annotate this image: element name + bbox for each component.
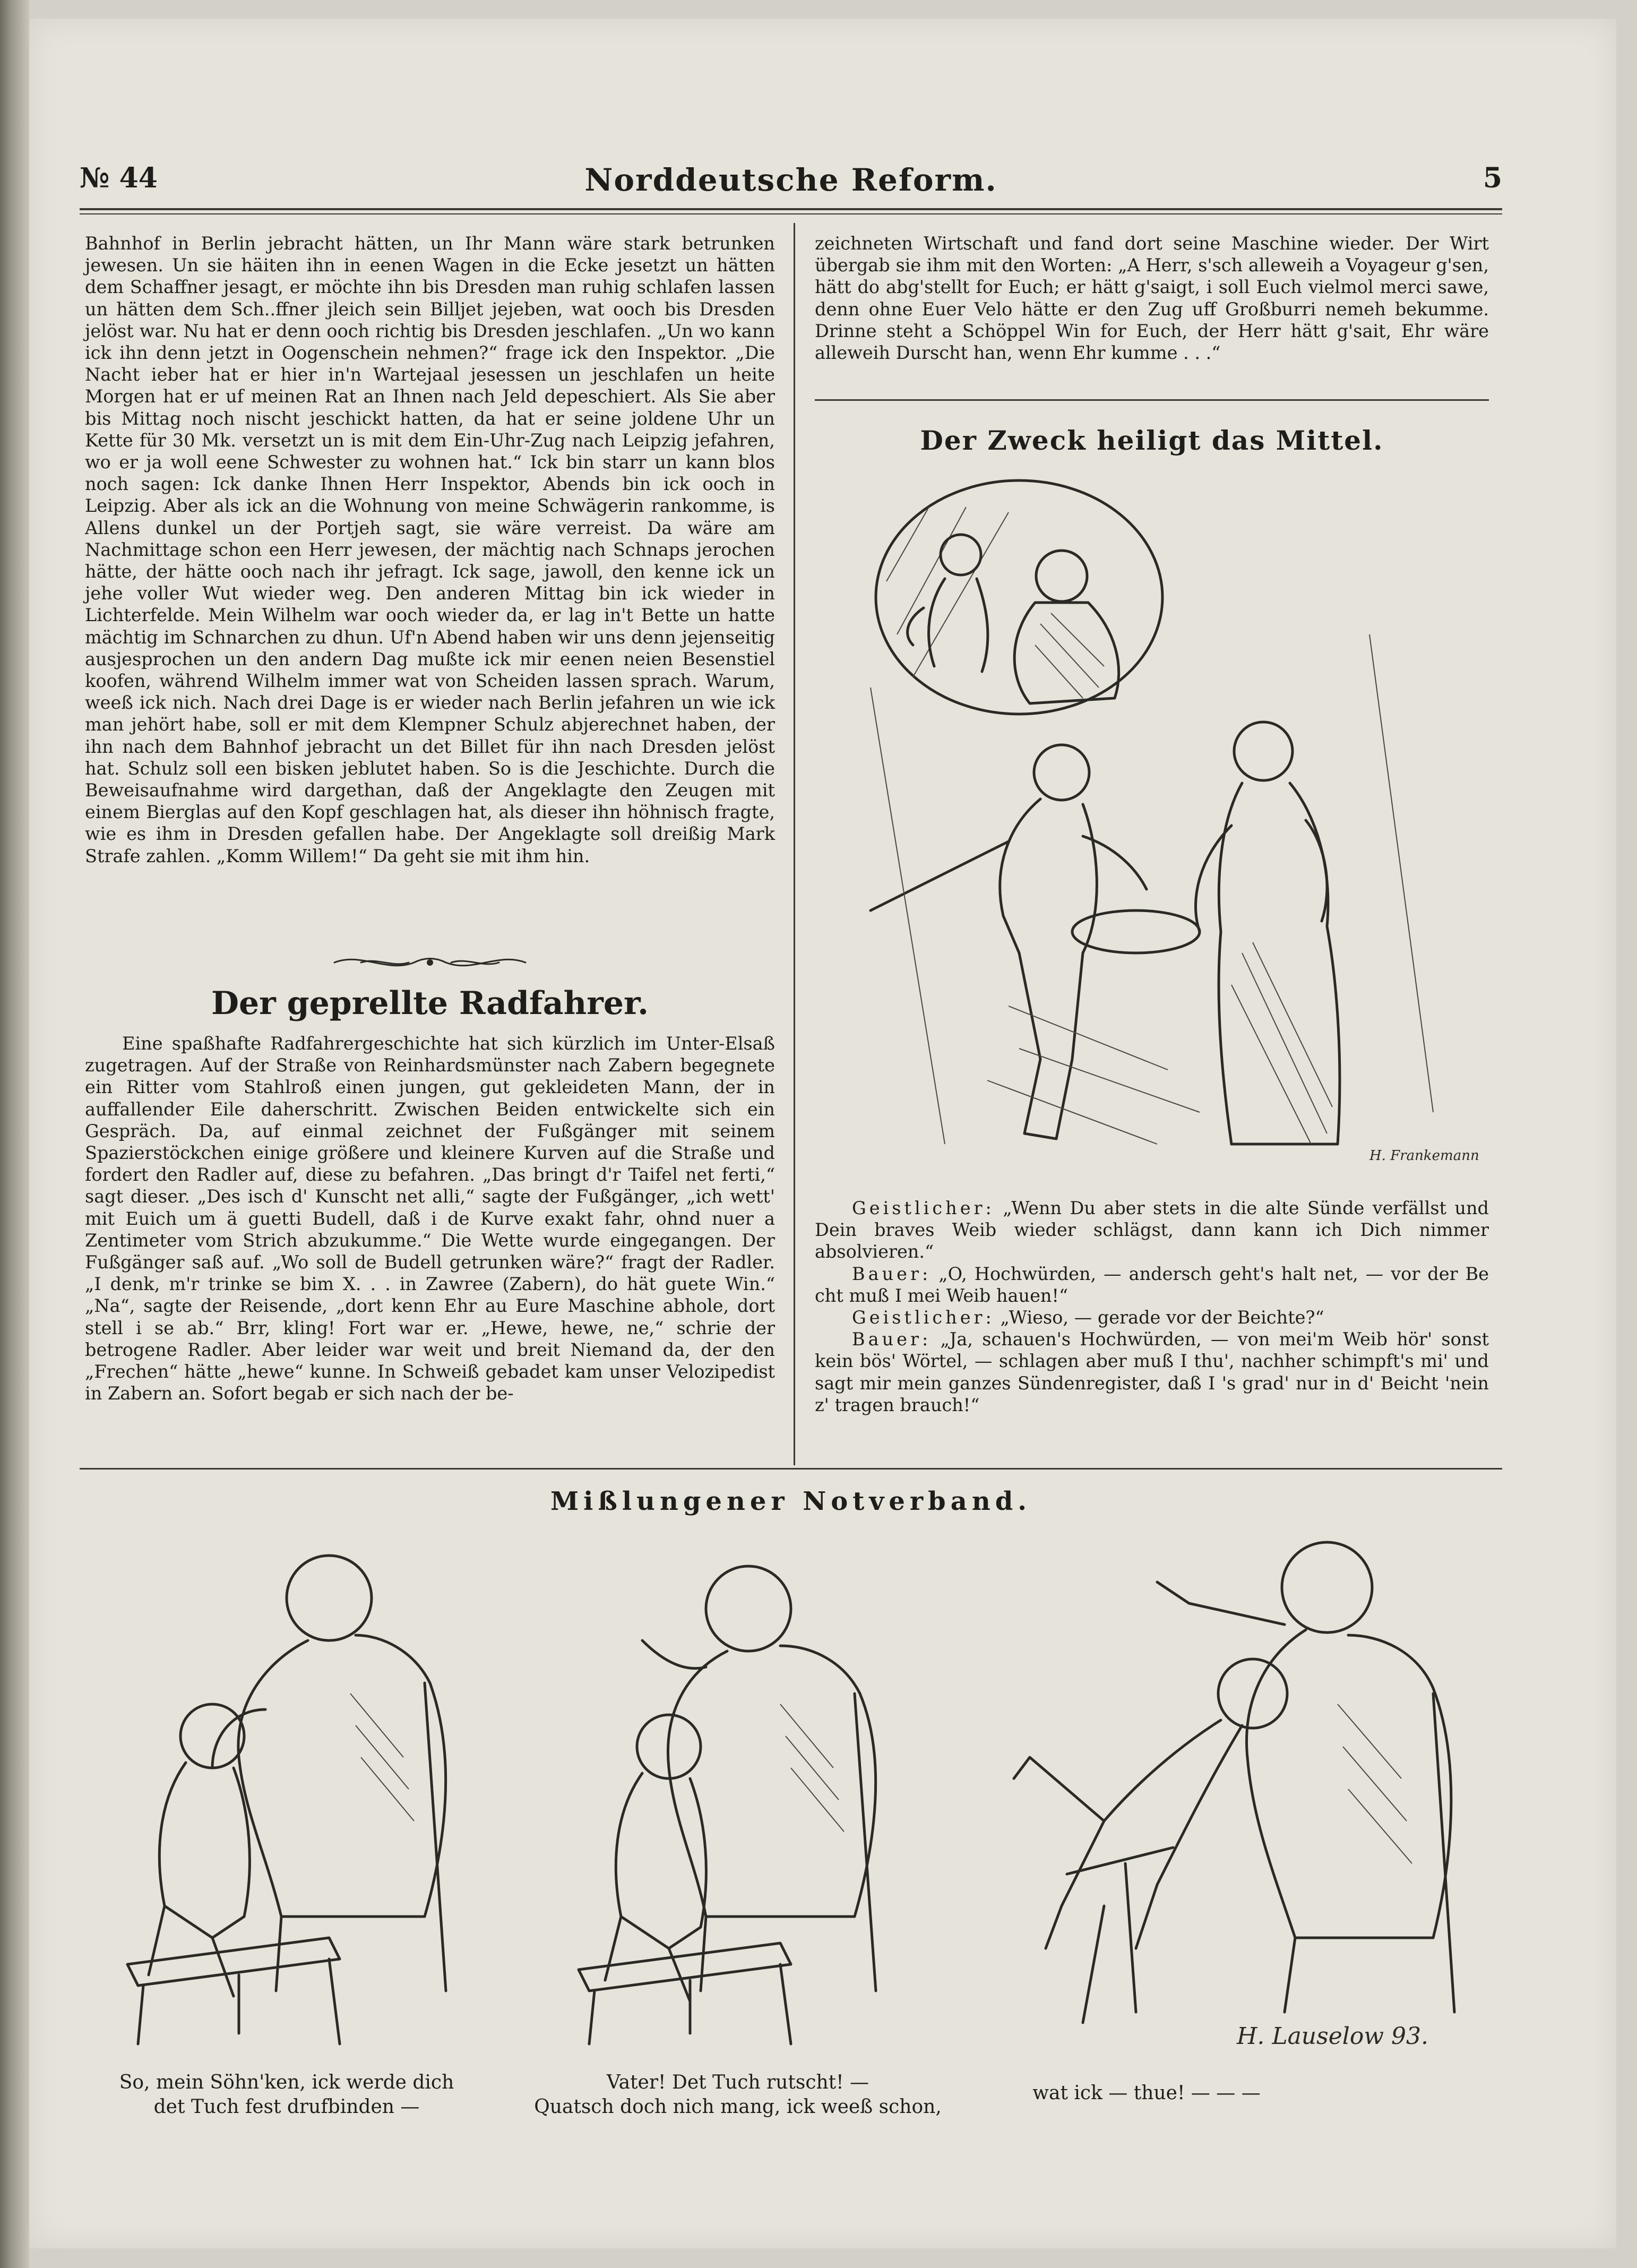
right-column-article — [815, 233, 1489, 364]
dialog-text: „Ja, schauen's Hochwürden, — von mei'm Weib hör' sonst kein bös' Wörtel, — schlagen aber muß I thu', nachher schimpft's mi' und sagt mir mein ganzes Sündenregister, daß I 's grad' nur in d' Beicht 'nein z' tragen brauch!“ — [815, 1329, 1489, 1415]
dialog-speaker: Bauer: — [852, 1263, 932, 1284]
comic-caption-3 — [982, 2081, 1311, 2106]
comic-panel-1 — [106, 1534, 488, 2065]
page-header — [80, 162, 1502, 204]
dialog-line-3 — [815, 1307, 1489, 1328]
comic-signature: H. Lauselow 93. — [1237, 2023, 1428, 2050]
comic-caption-1 — [80, 2071, 494, 2119]
comic-strip-title: Mißlungener Notverband. — [550, 1487, 1032, 1516]
cartoon-illustration — [849, 475, 1479, 1181]
article-paragraph: Bahnhof in Berlin jebracht hätten, un Ihr Mann wäre stark betrunken jewesen. Un sie häiten ihn in eenen Wagen in die Ecke jesetzt un hätten dem Schaffner jesagt, er möchte ihn bis Dresden man ruhig schlafen lassen un hätten dem Sch..ffner jleich sein Billjet jejeben, wat ooch bis Dresden jelöst war. Nu hat er denn ooch richtig bis Dresden jeschlafen. „Un wo kann ick ihn denn jetzt in Oogenschein nehmen?“ frage ick den Inspektor. „Die Nacht ieber hat er hier in'n Wartejaal jesessen un jeschlafen un heite Morgen hat er uf meinen Rat an Ihnen nach Jeld depeschiert. Als Sie aber bis Mittag noch nischt jeschickt hatten, da hat er seine joldene Uhr un Kette für 30 Mk. versetzt un is mit dem Ein-Uhr-Zug nach Leipzig jefahren, wo er ja woll eene Schwester zu wohnen hat.“ Ick bin starr un kann blos noch sagen: Ick danke Ihnen Herr Inspektor, Abends bin ick ooch in Leipzig. Aber als ick an die Wohnung von meine Schwägerin rankomme, is Allens dunkel un der Portjeh sagt, sie wäre verreist. Da wäre am Nachmittage schon een Herr jewesen, der mächtig nach Schnaps jerochen hätte, der hätte ooch nach ihr jefragt. Ick sage, jawoll, den kenne ick un jehe voller Wut wieder weg. Den anderen Mittag bin ick wieder in Lichterfelde. Mein Wilhelm war ooch wieder da, er lag in't Bette un hatte mächtig im Schnarchen zu dhun. Uf'n Abend haben wir uns denn jejenseitig ausjesprochen un den andern Dag mußte ick mir eenen neien Besenstiel koofen, während Wilhelm immer wat von Scheiden lassen sprach. Warum, weeß ick nich. Nach drei Dage is er wieder nach Berlin jefahren un wie ick man jehört habe, soll er mit dem Klempner Schulz abjerechnet haben, der ihn nach dem Bahnhof jebracht un det Billet für ihn nach Dresden jelöst hat. Schulz soll een bisken jeblutet haben. So is die Jeschichte. Durch die Beweisaufnahme wird dargethan, daß der Angeklagte den Zeugen mit einem Bierglas auf den Kopf geschlagen hat, als dieser ihn höhnisch fragte, wie es ihm in Dresden gefallen habe. Der Angeklagte soll dreißig Mark Strafe zahlen. „Komm Willem!“ Da geht sie mit ihm hin. — [85, 233, 775, 866]
caption-line: det Tuch fest drufbinden — — [153, 2096, 420, 2118]
cartoon-signature: H. Frankemann — [1369, 1148, 1479, 1164]
comic-panel-3 — [998, 1534, 1476, 2065]
caption-line: wat ick — thue! — — — — [1032, 2082, 1261, 2104]
dialog-speaker: Bauer: — [852, 1329, 932, 1350]
header-rule — [80, 208, 1502, 210]
section-rule — [80, 1468, 1502, 1470]
caption-line: So, mein Söhn'ken, ick werde dich — [119, 2072, 454, 2093]
story-body — [85, 1033, 775, 1404]
cartoon-dialog — [815, 1197, 1489, 1416]
page-number: 5 — [1483, 162, 1502, 194]
dialog-text: „O, Hochwürden, — andersch geht's halt net, — vor der Be cht muß I mei Weib hauen!“ — [815, 1263, 1489, 1306]
cartoon-title: Der Zweck heiligt das Mittel. — [920, 425, 1384, 456]
dialog-line-2 — [815, 1263, 1489, 1307]
caption-line: Vater! Det Tuch rutscht! — — [606, 2072, 869, 2093]
book-spine — [0, 0, 29, 2268]
header-rule-thin — [80, 213, 1502, 214]
decorative-ornament — [329, 949, 531, 976]
left-column-article — [85, 233, 775, 867]
dialog-text: „Wieso, — gerade vor der Beichte?“ — [994, 1307, 1324, 1328]
comic-caption-2 — [531, 2071, 945, 2119]
dialog-line-4 — [815, 1328, 1489, 1416]
dialog-speaker: Geistlicher: — [852, 1307, 995, 1328]
issue-number: № 44 — [80, 162, 158, 194]
masthead-title: Norddeutsche Reform. — [584, 162, 997, 198]
column-divider — [794, 223, 795, 1465]
dialog-text: „Wenn Du aber stets in die alte Sünde verfällst und Dein braves Weib wieder schlägst, dann kann ich Dich nimmer absolvieren.“ — [815, 1198, 1489, 1262]
right-column-rule — [815, 399, 1489, 401]
story-title: Der geprellte Radfahrer. — [211, 985, 649, 1022]
caption-line: Quatsch doch nich mang, ick weeß schon, — [534, 2096, 942, 2118]
dialog-line-1 — [815, 1197, 1489, 1263]
comic-panel-2 — [547, 1534, 929, 2065]
dialog-speaker: Geistlicher: — [852, 1198, 995, 1218]
story-paragraph: Eine spaßhafte Radfahrergeschichte hat sich kürzlich im Unter-Elsaß zugetragen. Auf der Straße von Reinhardsmünster nach Zabern begegnete ein Ritter vom Stahlroß einen jungen, gut gekleideten Mann, der in auffallender Eile daherschritt. Zwischen Beiden entwickelte sich ein Gespräch. Da, auf einmal zeichnet der Fußgänger mit seinem Spazierstöckchen einige größere und kleinere Kurven auf die Straße und fordert den Radler auf, diese zu befahren. „Das bringt d'r Taifel net ferti,“ sagt dieser. „Des isch d' Kunscht net alli,“ sagte der Fußgänger, „ich wett' mit Euich um ä guetti Budell, daß i de Kurve exakt fahr, ohnd nuer a Zentimeter vom Strich abzukumme.“ Die Wette wurde eingegangen. Der Fußgänger saß auf. „Wo soll de Budell getrunken wäre?“ fragt der Radler. „I denk, m'r trinke se bim X. . . in Zawree (Zabern), do hät guete Win.“ „Na“, sagte der Reisende, „dort kenn Ehr au Eure Maschine abhole, dort stell i se ab.“ Brr, kling! Fort war er. „Hewe, hewe, ne,“ schrie der betrogene Radler. Aber leider war weit und breit Niemand da, der den „Frechen“ hätte „hewe“ kunne. In Schweiß gebadet kam unser Velozipedist in Zabern an. Sofort begab er sich nach der be- — [85, 1033, 775, 1404]
article-paragraph-continued: zeichneten Wirtschaft und fand dort seine Maschine wieder. Der Wirt übergab sie ihm mit den Worten: „A Herr, s'sch alleweih a Voyageur g'sen, hätt do abg'stellt for Euch; er hätt g'saigt, i soll Euch vielmol merci sawe, denn ohne Euer Velo hätte er den Zug uff Großburri nemeh bekumme. Drinne steht a Schöppel Win for Euch, der Herr hätt g'sait, Ehr wäre alleweih Durscht han, wenn Ehr kumme . . .“ — [815, 233, 1489, 364]
